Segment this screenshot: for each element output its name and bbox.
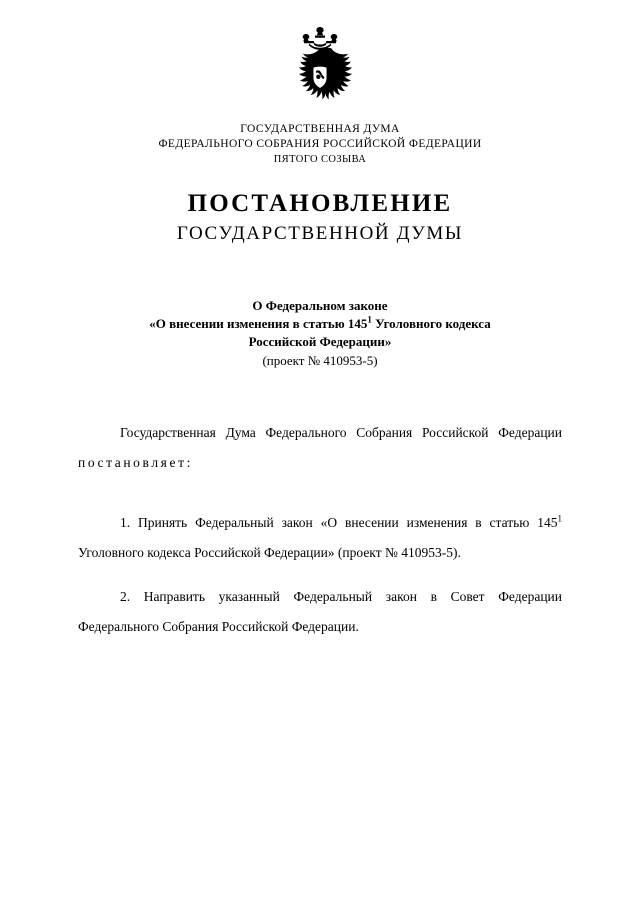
subject-line-2-part-a: «О внесении изменения в статью 145 — [149, 316, 368, 331]
intro-resolves-word: постановляет: — [78, 455, 193, 470]
item-1-part-b: Уголовного кодекса Российской Федерации» (проект № 410953-5). — [78, 545, 461, 560]
paragraph-item-1 — [78, 508, 562, 568]
subject-line-1: О Федеральном законе — [252, 298, 388, 313]
subject-project-number: (проект № 410953-5) — [262, 353, 378, 368]
item-1-part-a: 1. Принять Федеральный закон «О внесении изменения в статью 145 — [120, 515, 558, 530]
russian-coat-of-arms-icon — [284, 24, 356, 116]
title-main: ПОСТАНОВЛЕНИЕ — [187, 190, 453, 217]
title-sub: ГОСУДАРСТВЕННОЙ ДУМЫ — [176, 223, 464, 244]
intro-text: Государственная Дума Федерального Собрания Российской Федерации — [120, 425, 562, 440]
header-line-2: ФЕДЕРАЛЬНОГО СОБРАНИЯ РОССИЙСКОЙ ФЕДЕРАЦИИ — [158, 138, 482, 150]
document-subject — [0, 297, 640, 370]
body-spacer — [78, 492, 562, 508]
document-body — [78, 418, 562, 642]
paragraph-intro — [78, 418, 562, 478]
header-line-3: ПЯТОГО СОЗЫВА — [273, 154, 367, 165]
subject-line-2-superscript: 1 — [367, 314, 372, 325]
item-1-superscript: 1 — [557, 513, 562, 524]
emblem-container — [0, 0, 640, 116]
paragraph-item-2: 2. Направить указанный Федеральный закон в Совет Федерации Федерального Собрания Российской Федерации. — [78, 589, 562, 634]
subject-line-3: Российской Федерации» — [248, 334, 392, 349]
subject-line-2 — [0, 315, 640, 333]
header-line-1: ГОСУДАРСТВЕННАЯ ДУМА — [240, 123, 400, 135]
subject-line-2-part-b: Уголовного кодекса — [371, 316, 491, 331]
document-title — [0, 189, 640, 247]
document-header — [0, 122, 640, 167]
